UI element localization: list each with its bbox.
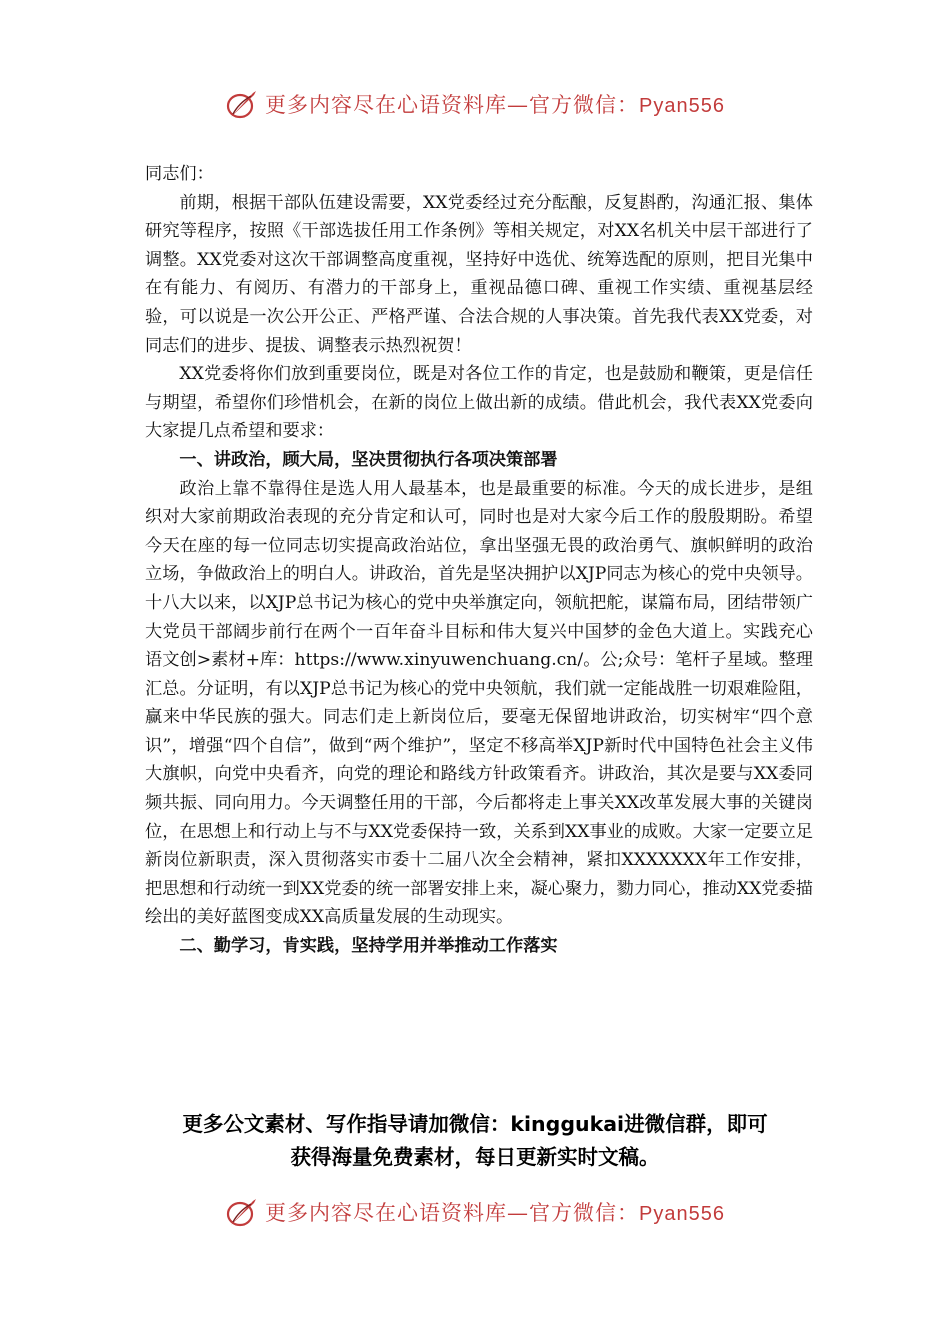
header-banner-brand: Pyan556 xyxy=(639,95,725,117)
quill-logo-icon xyxy=(225,87,259,121)
footer-banner-text: 更多内容尽在心语资料库—官方微信：Pyan556 xyxy=(265,1201,725,1225)
footer-banner xyxy=(0,1192,950,1232)
paragraph-1: 前期，根据干部队伍建设需要，XX党委经过充分酝酿，反复斟酌，沟通汇报、集体研究等程序，按照《干部选拔任用工作条例》等相关规定，对XX名机关中层干部进行了调整。XX党委对这次干部调整高度重视，坚持好中选优、统筹选配的原则，把目光集中在有能力、有阅历、有潜力的干部身上，重视品德口碑、重视工作实绩、重视基层经验，可以说是一次公开公正、严格严谨、合法合规的人事决策。首先我代表XX党委，对同志们的进步、提拔、调整表示热烈祝贺！ xyxy=(145,192,813,356)
quill-logo-icon xyxy=(225,1195,259,1229)
promo-notice xyxy=(0,1108,950,1174)
paragraph-2: XX党委将你们放到重要岗位，既是对各位工作的肯定，也是鼓励和鞭策，更是信任与期望，希望你们珍惜机会，在新的岗位上做出新的成绩。借此机会，我代表XX党委向大家提几点希望和要求： xyxy=(145,364,813,442)
paragraph-3: 政治上靠不靠得住是选人用人最基本，也是最重要的标准。今天的成长进步，是组织对大家前期政治表现的充分肯定和认可，同时也是对大家今后工作的殷殷期盼。希望今天在座的每一位同志切实提高政治站位，拿出坚强无畏的政治勇气、旗帜鲜明的政治立场，争做政治上的明白人。讲政治，首先是坚决拥护以XJP同志为核心的党中央领导。十八大以来，以XJP总书记为核心的党中央举旗定向，领航把舵，谋篇布局，团结带领广大党员干部阔步前行在两个一百年奋斗目标和伟大复兴中国梦的金色大道上。实践充心语文创>素材+库：https://www.xinyuwenchuang.cn/。公;众号：笔杆子星域。整理汇总。分证明，有以XJP总书记为核心的党中央领航，我们就一定能战胜一切艰难险阻，赢来中华民族的强大。同志们走上新岗位后，要毫无保留地讲政治，切实树牢“四个意识”，增强“四个自信”，做到“两个维护”，坚定不移高举XJP新时代中国特色社会主义伟大旗帜，向党中央看齐，向党的理论和路线方针政策看齐。讲政治，其次是要与XX委同频共振、同向用力。今天调整任用的干部，今后都将走上事关XX改革发展大事的关键岗位，在思想上和行动上与不与XX党委保持一致，关系到XX事业的成败。大家一定要立足新岗位新职责，深入贯彻落实市委十二届八次全会精神，紧扣XXXXXXX年工作安排，把思想和行动统一到XX党委的统一部署安排上来，凝心聚力，勠力同心，推动XX党委描绘出的美好蓝图变成XX高质量发展的生动现实。 xyxy=(145,478,813,928)
promo-line-1: 更多公文素材、写作指导请加微信：kinggukai进微信群，即可 xyxy=(182,1112,768,1136)
header-banner xyxy=(0,84,950,124)
section-heading-2: 二、勤学习，肯实践，坚持学用并举推动工作落实 xyxy=(179,936,558,957)
section-heading-1: 一、讲政治，顾大局，坚决贯彻执行各项决策部署 xyxy=(179,449,558,470)
salutation: 同志们： xyxy=(145,164,214,184)
promo-line-2: 获得海量免费素材，每日更新实时文稿。 xyxy=(290,1145,660,1169)
document-body xyxy=(145,160,813,961)
header-banner-text: 更多内容尽在心语资料库—官方微信：Pyan556 xyxy=(265,93,725,117)
footer-banner-brand: Pyan556 xyxy=(639,1203,725,1225)
